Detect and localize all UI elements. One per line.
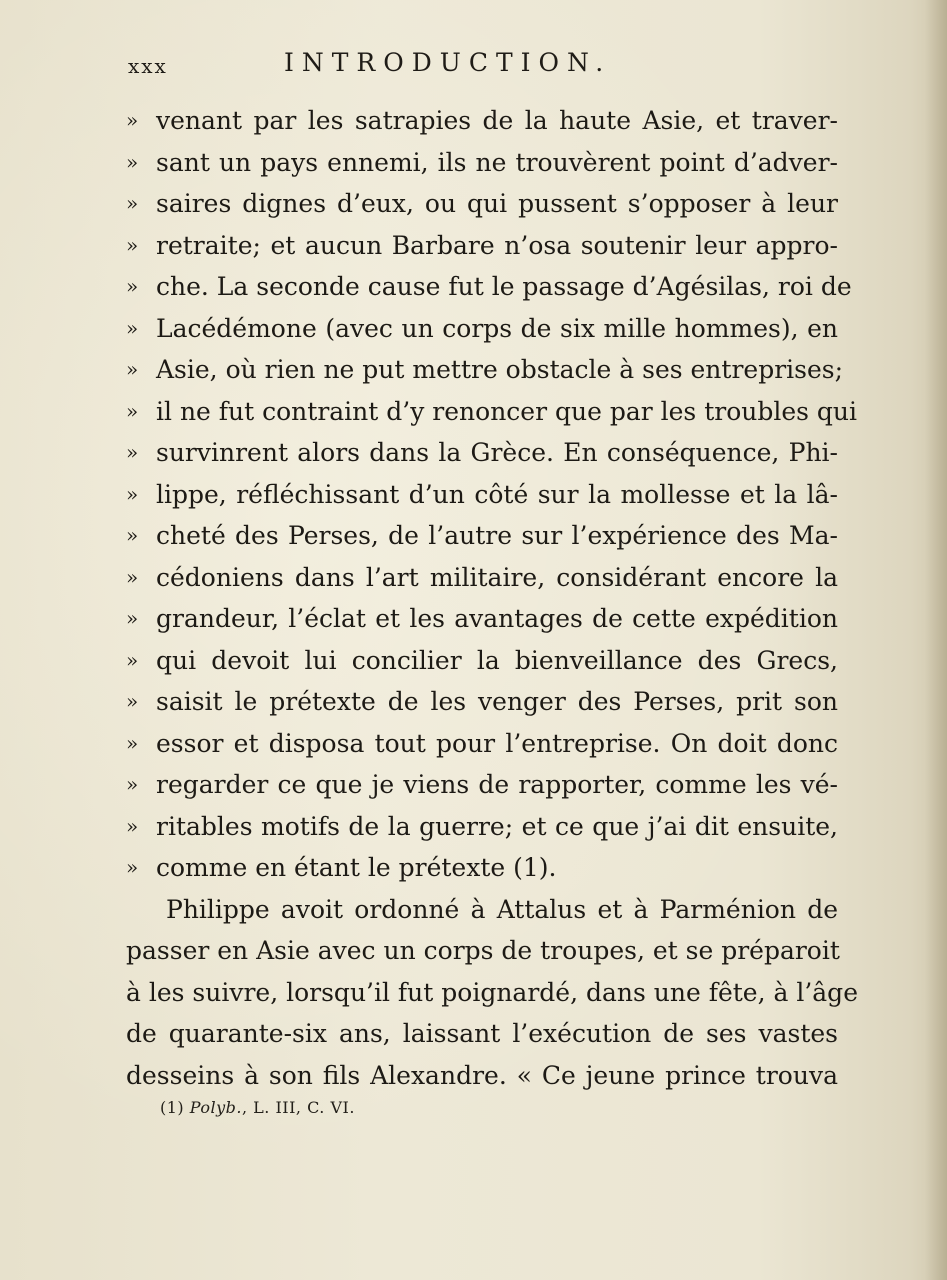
quote-mark: »	[126, 564, 139, 589]
line-text: grandeur, l’éclat et les avantages de cette expédition	[156, 604, 838, 633]
line-text: che. La seconde cause fut le passage d’Agésilas, roi de	[156, 272, 852, 301]
quote-mark: »	[126, 232, 139, 257]
line-text: de quarante-six ans, laissant l’exécution de ses vastes	[126, 1019, 838, 1048]
line-text: sant un pays ennemi, ils ne trouvèrent point d’adver-	[156, 147, 838, 177]
paragraph-line	[126, 889, 838, 931]
line-text: venant par les satrapies de la haute Asie, et traver-	[156, 106, 838, 135]
quote-mark: »	[126, 730, 139, 755]
paragraph-line	[126, 972, 858, 1014]
quoted-line	[126, 681, 838, 723]
quoted-line	[126, 847, 838, 889]
line-text: essor et disposa tout pour l’entreprise. On doit donc	[156, 728, 838, 758]
quote-mark: »	[126, 813, 139, 838]
footnote-marker: (1)	[160, 1098, 185, 1117]
quote-mark: »	[126, 689, 139, 713]
paragraph	[126, 889, 858, 1097]
quoted-line	[126, 764, 838, 806]
quoted-line	[126, 640, 838, 682]
quoted-line	[126, 515, 838, 557]
quote-mark: »	[126, 523, 139, 547]
line-text: Lacédémone (avec un corps de six mille hommes), en	[156, 313, 838, 343]
quoted-line	[126, 474, 838, 516]
quote-mark: »	[126, 149, 139, 174]
page-number: xxx	[128, 54, 168, 78]
quoted-line	[126, 806, 838, 848]
quoted-line	[126, 557, 838, 599]
line-text: desseins à son fils Alexandre. « Ce jeune prince trouva	[126, 1060, 838, 1090]
line-text: Philippe avoit ordonné à Attalus et à Parménion de	[166, 894, 838, 924]
running-title: INTRODUCTION.	[284, 48, 612, 77]
page-edge-shadow	[925, 0, 947, 1280]
quoted-line	[126, 349, 844, 391]
quoted-passage	[126, 100, 858, 889]
quote-mark: »	[126, 772, 139, 796]
quote-mark: »	[126, 357, 139, 381]
quote-mark: »	[126, 274, 139, 298]
line-text: qui devoit lui concilier la bienveillance des Grecs,	[156, 645, 838, 675]
line-text: saires dignes d’eux, ou qui pussent s’opposer à leur	[156, 189, 838, 218]
footnote-reference: , L. III, C. VI.	[242, 1098, 355, 1117]
line-text: Asie, où rien ne put mettre obstacle à ses entreprises;	[156, 355, 844, 384]
quote-mark: »	[126, 108, 139, 132]
line-text: cédoniens dans l’art militaire, considérant encore la	[156, 562, 838, 592]
body-text	[126, 100, 858, 1096]
line-text: à les suivre, lorsqu’il fut poignardé, dans une fête, à l’âge	[126, 977, 858, 1007]
footnote	[160, 1098, 355, 1117]
quote-mark: »	[126, 855, 139, 879]
quoted-line	[126, 308, 838, 350]
paragraph-line	[126, 1013, 838, 1055]
line-text: comme en étant le prétexte (1).	[156, 853, 557, 882]
quote-mark: »	[126, 606, 139, 630]
line-text: retraite; et aucun Barbare n’osa soutenir leur appro-	[156, 230, 838, 260]
running-head	[128, 48, 688, 82]
quoted-line	[126, 598, 838, 640]
line-text: cheté des Perses, de l’autre sur l’expérience des Ma-	[156, 521, 838, 550]
quote-mark: »	[126, 647, 139, 672]
quoted-line	[126, 225, 838, 267]
quote-mark: »	[126, 481, 139, 506]
line-text: passer en Asie avec un corps de troupes, et se préparoit	[126, 936, 840, 965]
quote-mark: »	[126, 440, 139, 464]
line-text: saisit le prétexte de les venger des Perses, prit son	[156, 687, 838, 716]
paragraph-line	[126, 930, 838, 972]
quoted-line	[126, 266, 852, 308]
line-text: survinrent alors dans la Grèce. En conséquence, Phi-	[156, 438, 838, 467]
quote-mark: »	[126, 191, 139, 215]
quoted-line	[126, 391, 858, 433]
quoted-line	[126, 183, 838, 225]
quote-mark: »	[126, 398, 139, 423]
line-text: lippe, réfléchissant d’un côté sur la mollesse et la lâ-	[156, 479, 838, 509]
quoted-line	[126, 723, 838, 765]
paragraph-line	[126, 1055, 838, 1097]
line-text: regarder ce que je viens de rapporter, comme les vé-	[156, 770, 838, 799]
quoted-line	[126, 100, 838, 142]
line-text: ritables motifs de la guerre; et ce que j’ai dit ensuite,	[156, 811, 838, 841]
quoted-line	[126, 142, 838, 184]
quote-mark: »	[126, 315, 139, 340]
line-text: il ne fut contraint d’y renoncer que par les troubles qui	[156, 396, 858, 426]
footnote-source: Polyb.	[189, 1098, 242, 1117]
quoted-line	[126, 432, 838, 474]
